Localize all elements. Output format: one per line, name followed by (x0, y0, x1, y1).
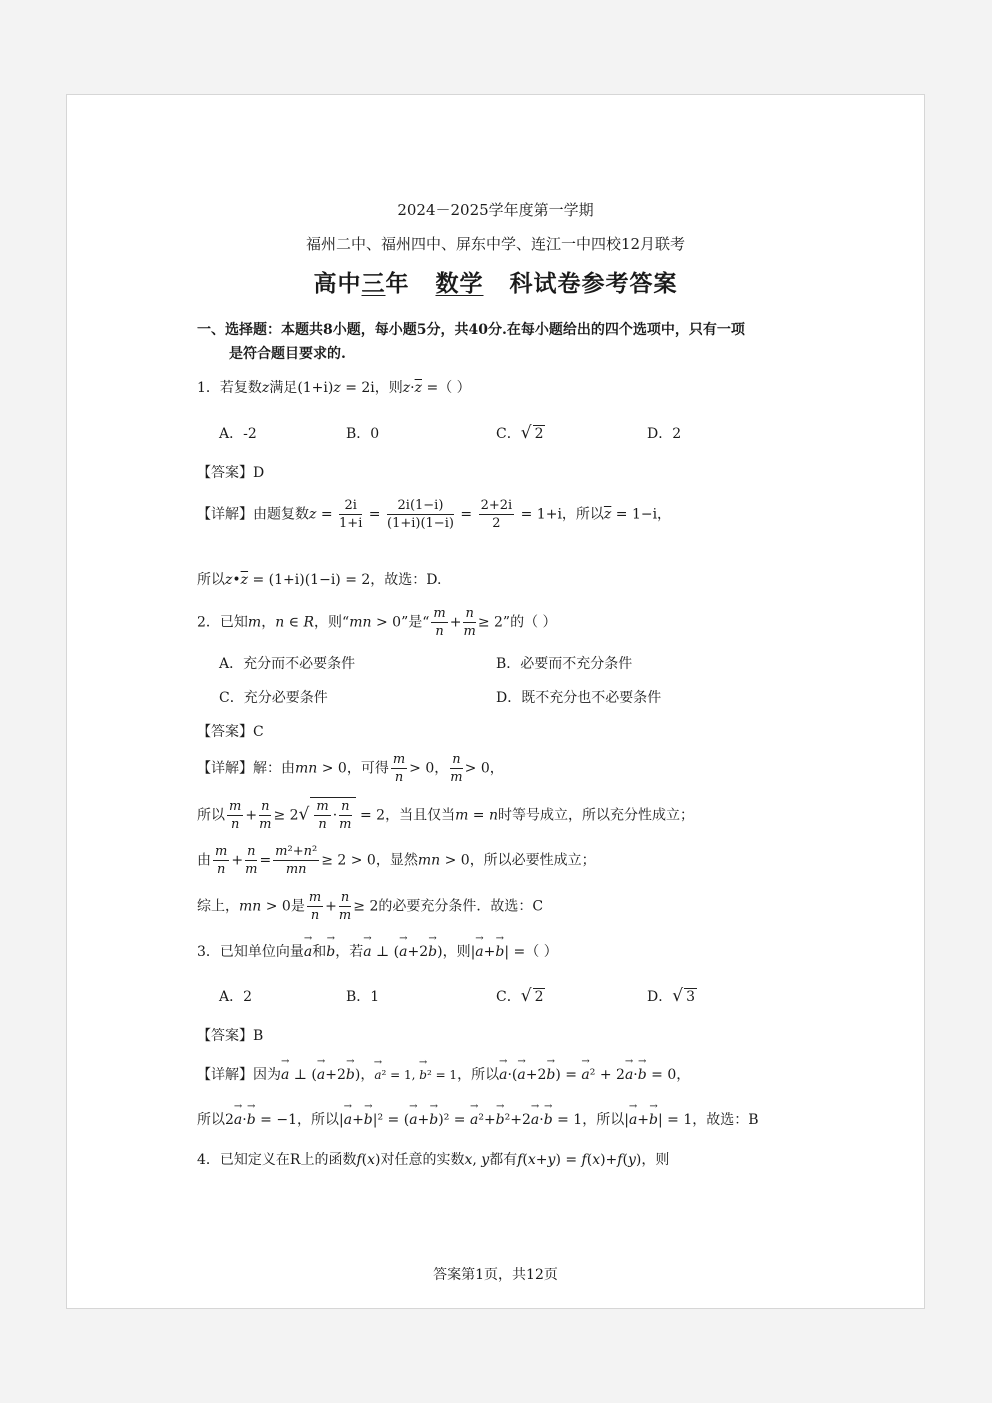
q1-option-a: A．-2 (219, 426, 257, 442)
section-heading-line1: 一、选择题：本题共8小题，每小题5分，共40分.在每小题给出的四个选项中，只有一项 (197, 322, 745, 338)
q1-option-d: D．2 (647, 426, 682, 442)
question-3-stem: 3．已知单位向量→ a和→ b，若→ a ⊥ (→ a+2→ b)，则|→ a+→ b| =（ ） (197, 941, 558, 961)
year-term: 2024－2025学年度第一学期 (397, 201, 594, 219)
q1-option-b: B．0 (346, 426, 380, 442)
q1-option-c: C．√ 2 (496, 423, 544, 443)
q3-option-a: A．2 (219, 989, 253, 1005)
q1-detail-2: 所以$z•\overline{z} = (1+i)(1-i) = 2$，故选：D. (197, 572, 442, 588)
question-4-stem: 4．已知定义在R上的函数f(x)对任意的实数x, y都有f(x+y) = f(x)+f(y)，则 (197, 1152, 670, 1168)
q2-detail-4: 综上，mn > 0是 $\frac{m}{n}$ + $\frac{n}{m}$ ≥ 2的必要充分条件．故选：C (197, 890, 544, 923)
answer-sheet-page (66, 94, 925, 1309)
page-title: 高中三年 数学 科试卷参考答案 (313, 270, 678, 297)
q2-option-c: C．充分必要条件 (219, 690, 328, 706)
q3-detail-1: 【详解】因为→ a ⊥ (→ a+2→ b)，→ a² = 1, → b² = 1，所以→ a·(→ a+2→ b) = → a² + 2→ a·→ b = 0， (197, 1064, 690, 1084)
exam-schools: 福州二中、福州四中、屏东中学、连江一中四校12月联考 (305, 235, 686, 253)
q3-option-b: B．1 (346, 989, 380, 1005)
q2-detail-1: 【详解】解：由mn > 0，可得 $\frac{m}{n}$ > 0， $\frac{n}{m}$ > 0， (197, 752, 504, 785)
question-1-stem: 1．若复数z满足(1+i)z = 2i，则$z\cdot\overline{z}$ =（ ） (197, 380, 471, 396)
q3-detail-2: 所以2→ a·→ b = −1，所以|→ a+→ b|² = (→ a+→ b)² = → a²+→ b²+2→ a·→ b = 1，所以|→ a+→ b| = 1，故选：B (197, 1109, 759, 1129)
q2-option-d: D．既不充分也不必要条件 (496, 690, 662, 706)
q2-option-b: B．必要而不充分条件 (496, 656, 633, 672)
q3-option-c: C．√ 2 (496, 986, 544, 1006)
section-heading-line2: 是符合题目要求的. (229, 346, 346, 362)
q3-option-d: D．√ 3 (647, 986, 695, 1006)
q2-option-a: A．充分而不必要条件 (219, 656, 356, 672)
q2-detail-3: 由 $\frac{m}{n}$ + $\frac{n}{m}$ = $\frac{\text{m²+n²}}{mn}$ ≥ 2 > 0，显然mn > 0，所以必要性成立； (197, 844, 596, 877)
q1-detail: 【详解】由题复数z = $\frac{2i}{1+i}$ = $\frac{2i(1-i)}{(1+i)(1-i)}$ = $\frac{2+2i}{2}$ = 1+i，所以$\overline{z} = 1-i$， (197, 498, 672, 531)
q2-answer: 【答案】C (197, 724, 264, 740)
q2-detail-2: 所以 $\frac{m}{n}$ + $\frac{n}{m}$ ≥ 2√ $\frac{m}{n}$ · $\frac{n}{m}$ = 2，当且仅当m = n时等号成立，所以充分性成立； (197, 799, 695, 832)
question-2-stem: 2．已知m，n ∈ R，则“mn > 0”是“ $\frac{m}{n}$ + $\frac{n}{m}$ ≥ 2”的（ ） (197, 606, 557, 639)
q1-answer: 【答案】D (197, 465, 265, 481)
q3-answer: 【答案】B (197, 1028, 264, 1044)
page-footer: 答案第1页，共12页 (433, 1267, 558, 1283)
